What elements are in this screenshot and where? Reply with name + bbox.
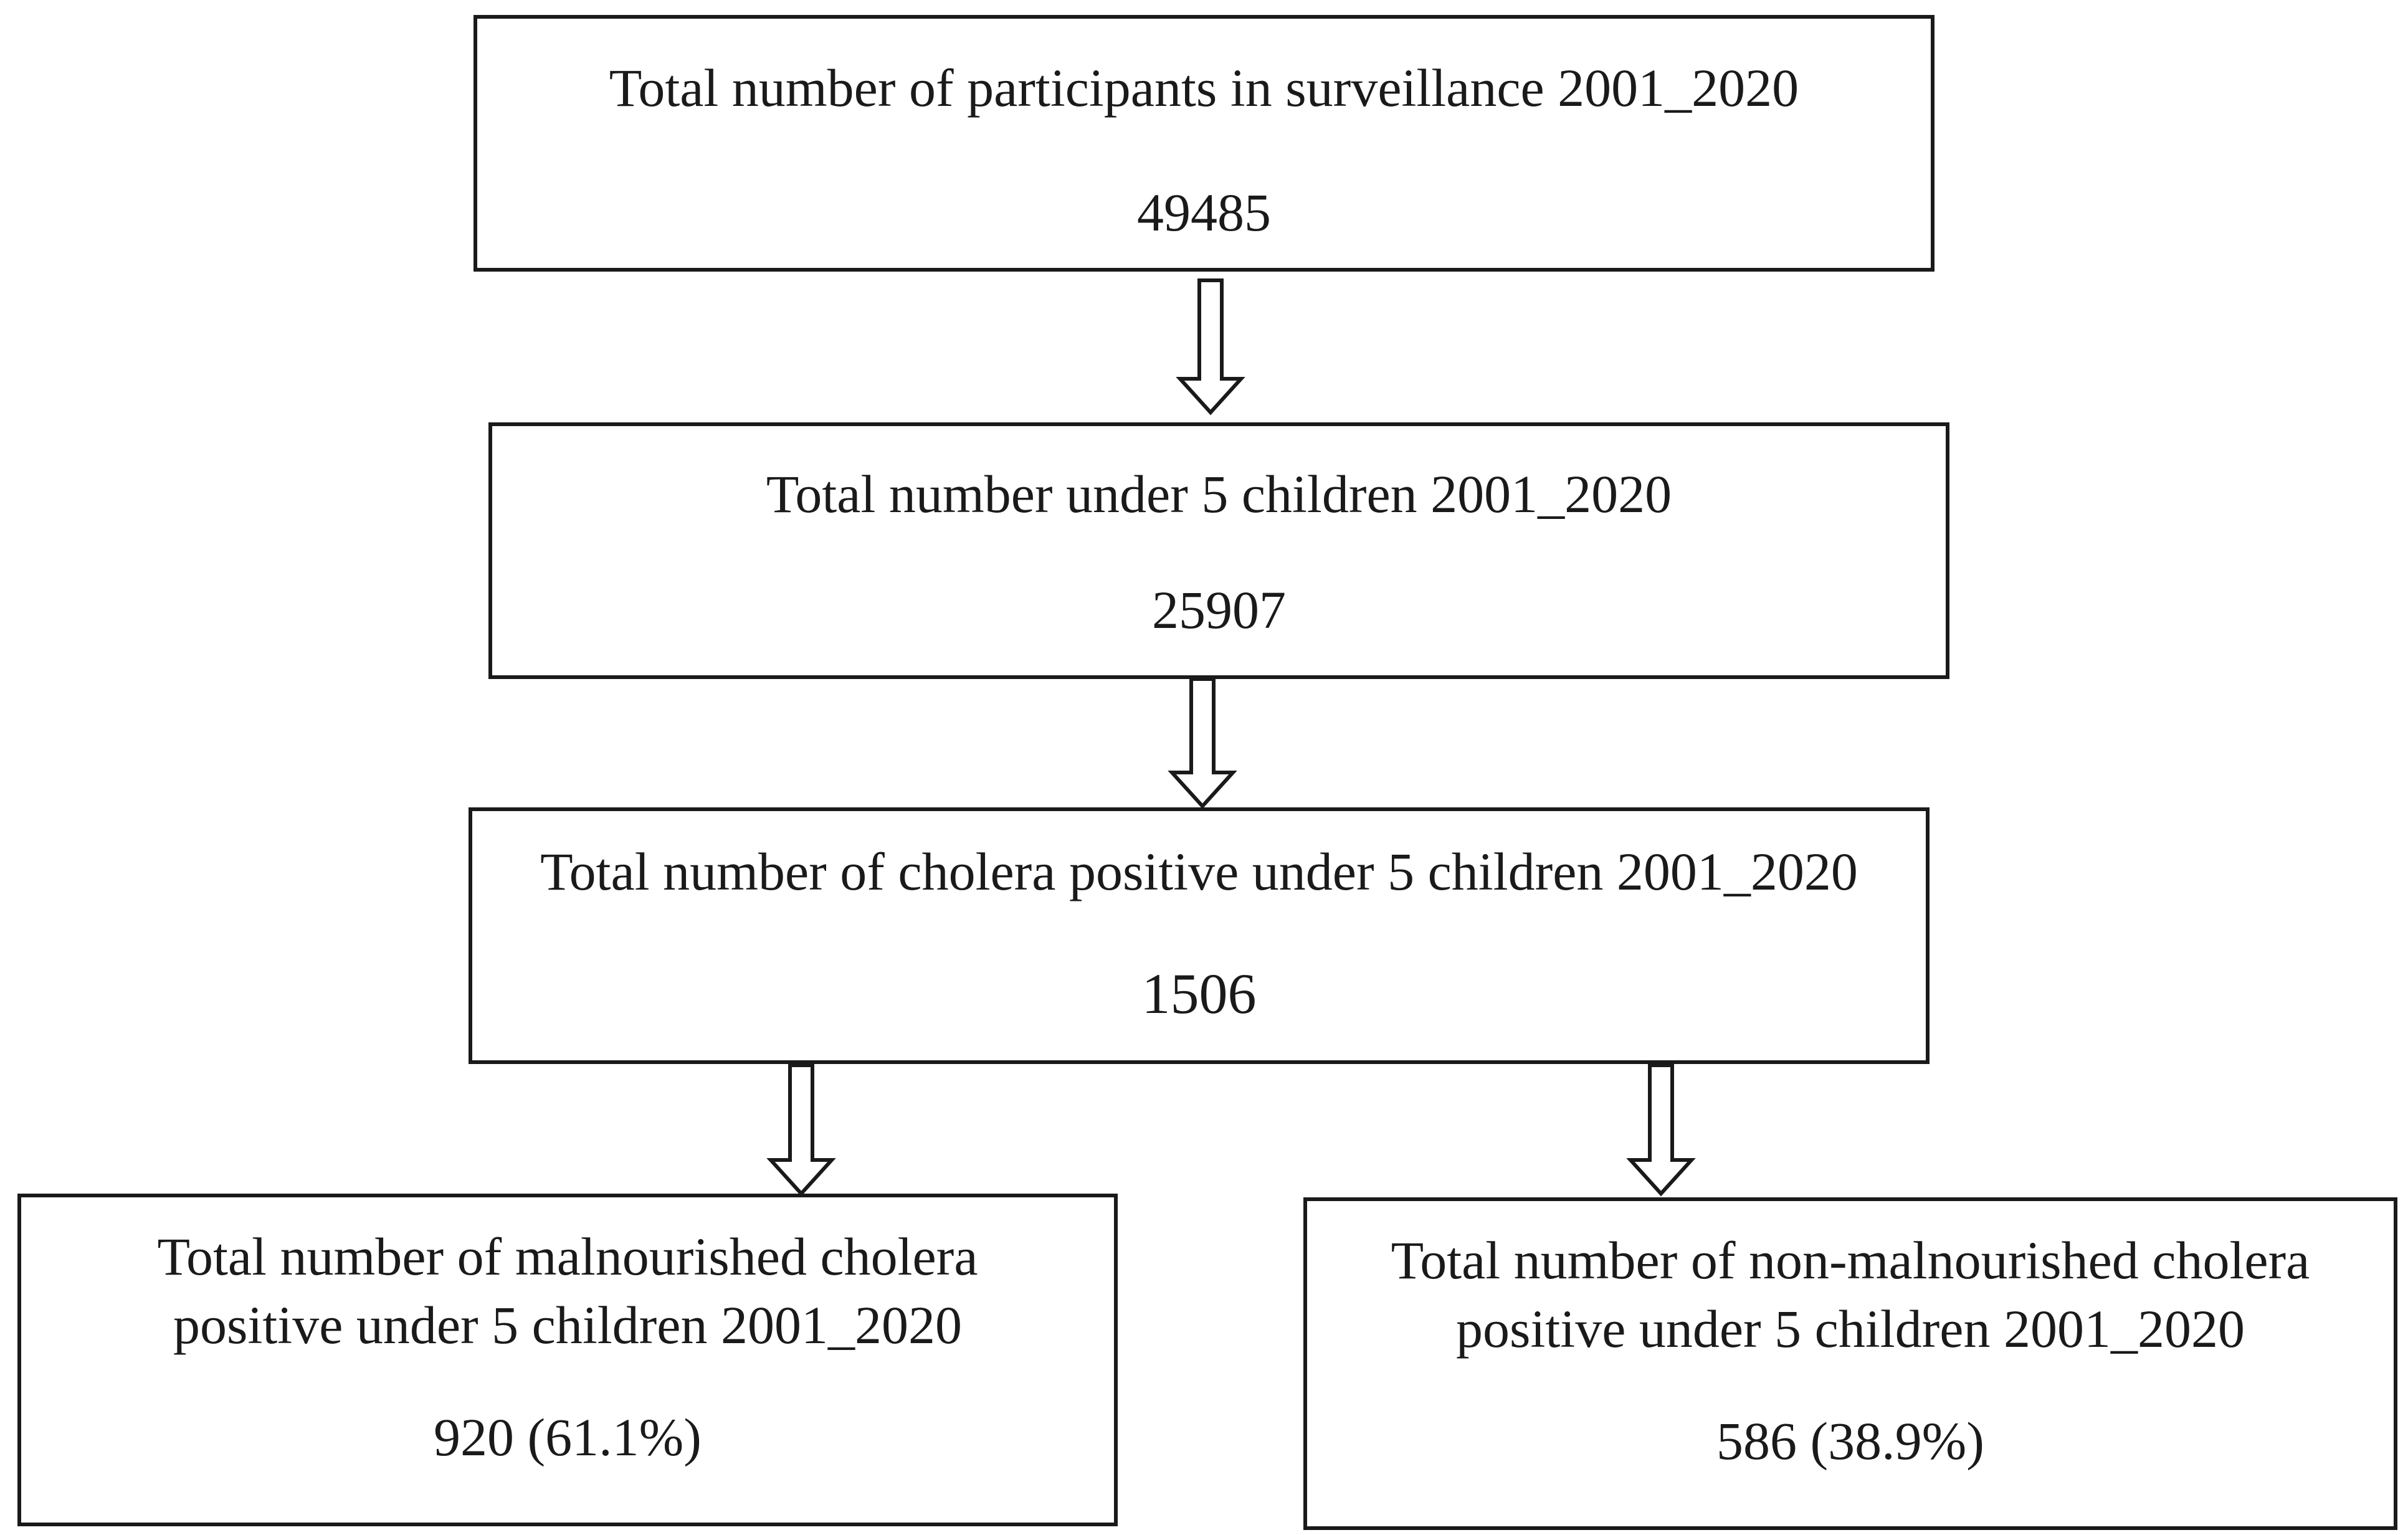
malnourished-box [17, 1194, 1118, 1526]
malnourished-label-line2: positive under 5 children 2001_2020 [173, 1295, 962, 1355]
arrow-cholera-to-non-malnourished [1630, 1065, 1692, 1194]
participants-count: 49485 [1137, 183, 1271, 242]
malnourished-count: 920 (61.1%) [434, 1407, 702, 1467]
arrow-participants-to-under5 [1180, 280, 1241, 412]
participants-box [474, 15, 1934, 272]
non-malnourished-label-line2: positive under 5 children 2001_2020 [1456, 1299, 2245, 1359]
cholera-positive-count: 1506 [1141, 962, 1257, 1025]
arrow-under5-to-cholera [1172, 679, 1233, 806]
participants-label: Total number of participants in surveillance 2001_2020 [609, 58, 1799, 118]
cholera-positive-label: Total number of cholera positive under 5 children 2001_2020 [540, 842, 1858, 901]
non-malnourished-label-line1: Total number of non-malnourished cholera [1391, 1230, 2310, 1290]
non-malnourished-count: 586 (38.9%) [1716, 1411, 1984, 1471]
under5-label: Total number under 5 children 2001_2020 [766, 464, 1672, 524]
malnourished-label-line1: Total number of malnourished cholera [157, 1227, 978, 1286]
arrow-cholera-to-malnourished [771, 1065, 832, 1194]
non-malnourished-box [1303, 1197, 2397, 1530]
under5-count: 25907 [1152, 580, 1286, 640]
under5-box [488, 422, 1949, 679]
cholera-positive-box [469, 807, 1930, 1064]
